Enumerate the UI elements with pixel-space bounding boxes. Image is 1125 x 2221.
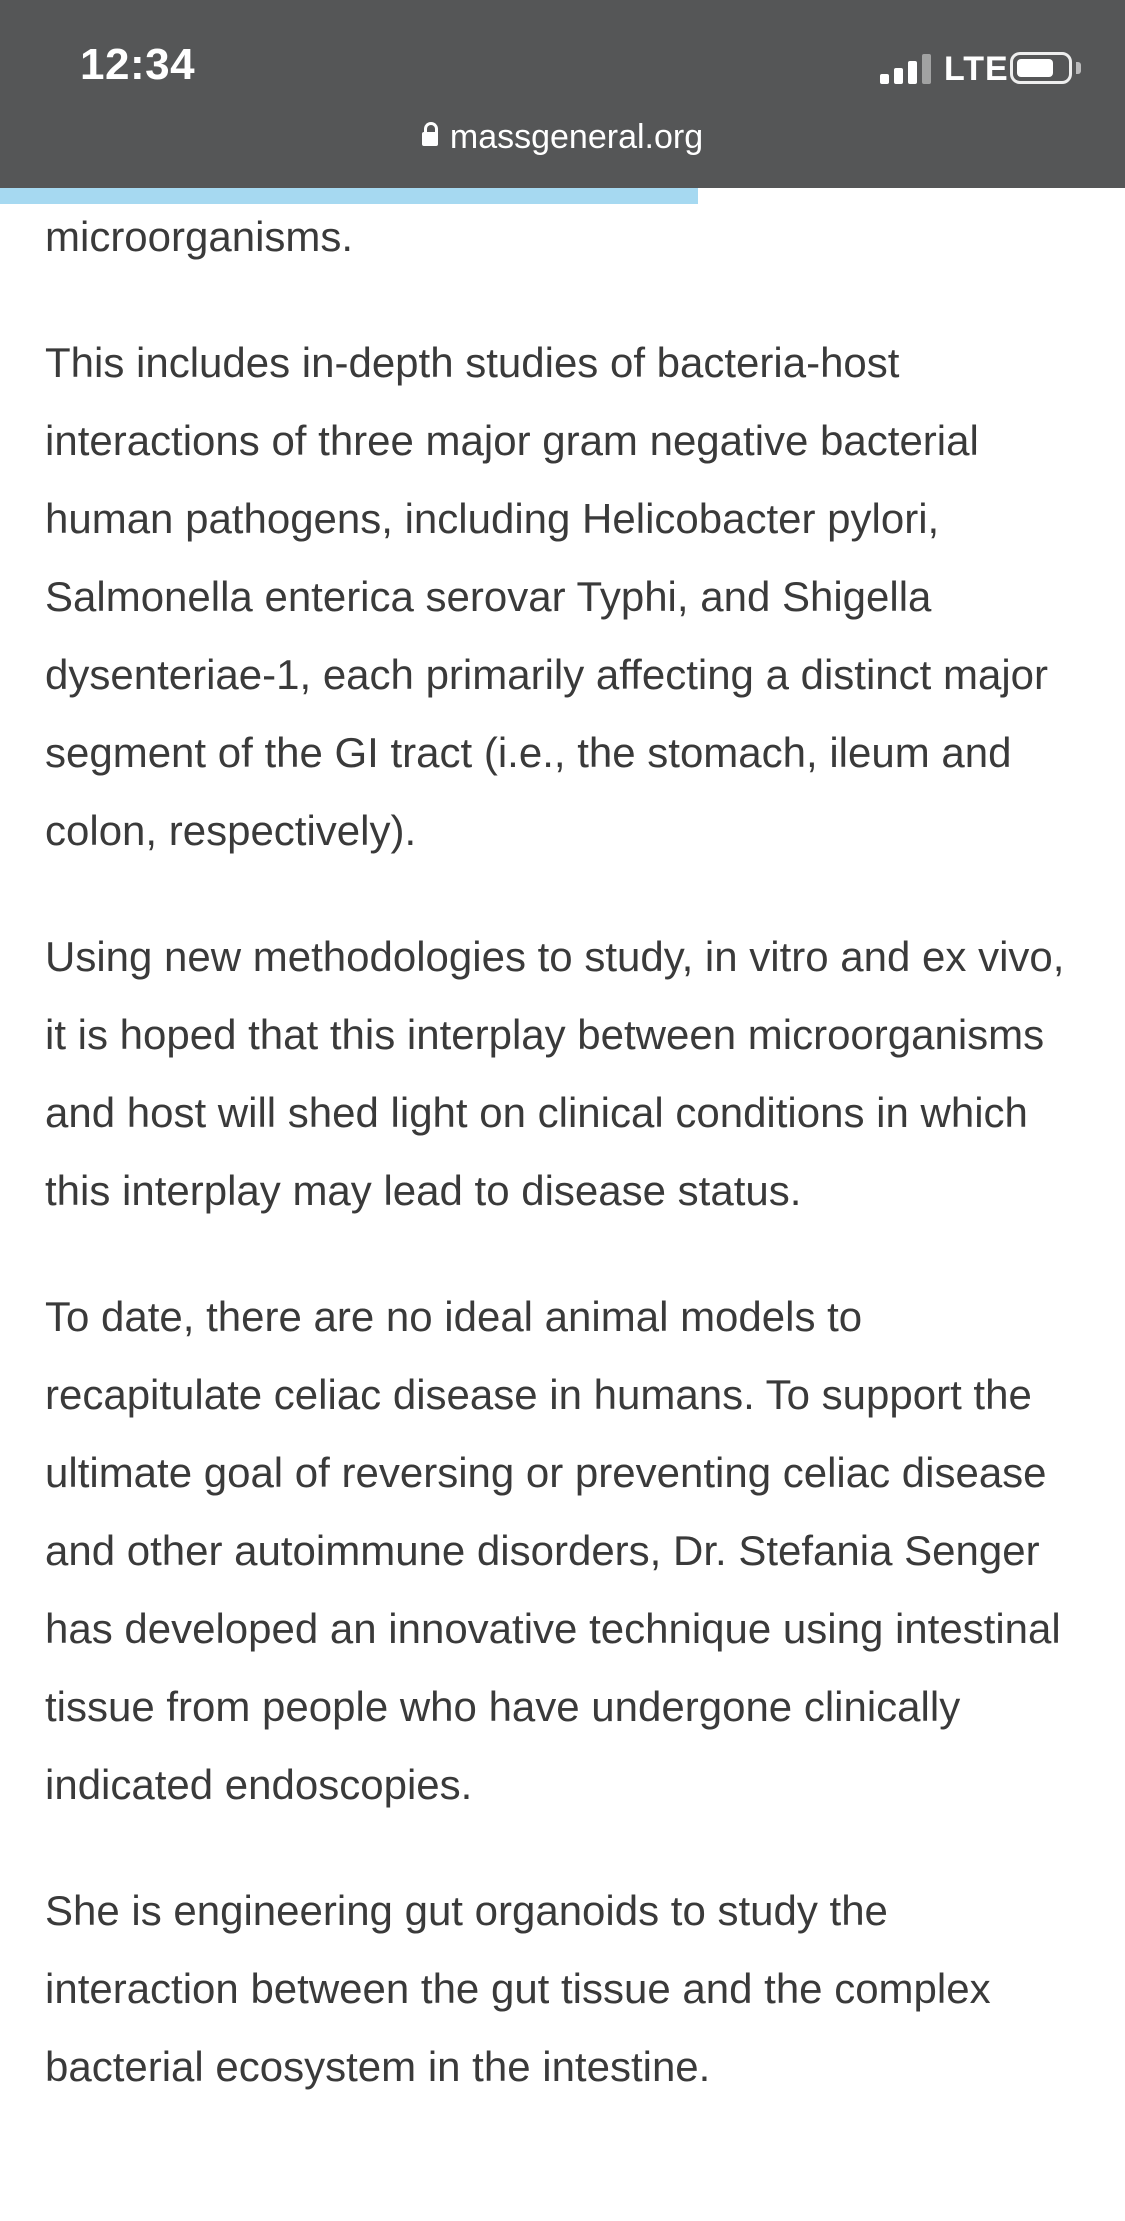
article-paragraph: To date, there are no ideal animal models to recapitulate celiac disease in humans. To support the ultimate goal of reversing or preventing celiac disease and other autoimmune disorders, Dr. Stefania Senger has developed an innovative technique using intestinal tissue from people who have undergone clinically indicated endoscopies. [45, 1293, 1061, 1808]
address-bar[interactable] [0, 118, 1125, 157]
signal-icon [880, 52, 932, 84]
url-text[interactable]: massgeneral.org [449, 118, 704, 156]
status-bar [0, 0, 1125, 188]
battery-icon [1010, 52, 1072, 84]
lock-icon [422, 130, 438, 150]
article-paragraph: Using new methodologies to study, in vitro and ex vivo, it is hoped that this interplay between microorganisms and host will shed light on clinical conditions in which this interplay may lead to disease status. [45, 933, 1065, 1214]
article-paragraph: microorganisms. [45, 213, 354, 260]
network-type: LTE [944, 50, 1009, 88]
article-paragraph: She is engineering gut organoids to study the interaction between the gut tissue and the complex bacterial ecosystem in the intestine. [45, 1887, 991, 2090]
battery-tip [1076, 62, 1081, 74]
article-paragraph: This includes in-depth studies of bacteria-host interactions of three major gram negative bacterial human pathogens, including Helicobacter pylori, Salmonella enterica serovar Typhi, and Shigella dysenteriae-1, each primarily affecting a distinct major segment of the GI tract (i.e., the stomach, ileum and colon, respectively). [45, 339, 1049, 854]
status-time: 12:34 [80, 40, 196, 89]
article-content [45, 198, 1085, 2154]
